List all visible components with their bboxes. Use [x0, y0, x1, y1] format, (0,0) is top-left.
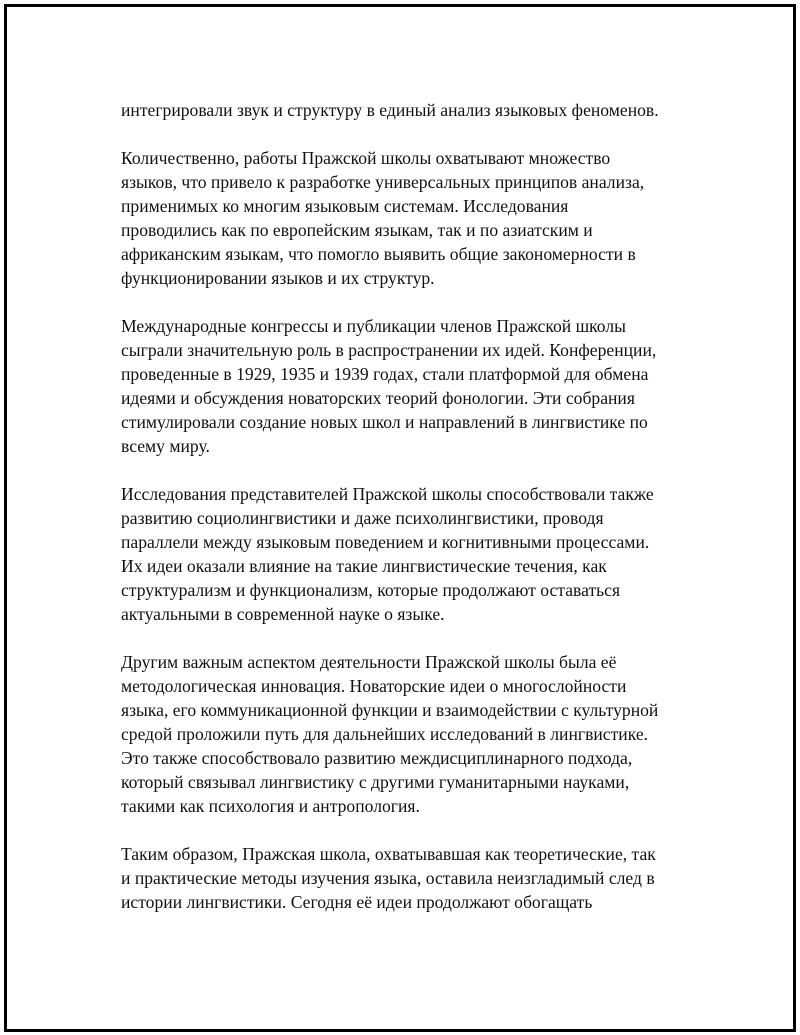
text-line: всему миру. — [121, 436, 210, 456]
text-line: Это также способствовало развитию междисциплинарного подхода, — [121, 748, 633, 768]
text-line: Исследования представителей Пражской школы способствовали также — [121, 484, 654, 504]
text-line: такими как психология и антропология. — [121, 796, 420, 816]
text-line: актуальными в современной науке о языке. — [121, 604, 445, 624]
text-line: развитию социолингвистики и даже психолингвистики, проводя — [121, 508, 604, 528]
paragraph-3 — [121, 314, 701, 458]
text-line: стимулировали создание новых школ и направлений в лингвистике по — [121, 412, 648, 432]
paragraph-5 — [121, 650, 701, 818]
text-line: Другим важным аспектом деятельности Пражской школы была её — [121, 652, 617, 672]
document-body — [121, 98, 701, 938]
text-line: Международные конгрессы и публикации членов Пражской школы — [121, 316, 626, 336]
text-line: истории лингвистики. Сегодня её идеи продолжают обогащать — [121, 892, 593, 912]
text-line: средой проложили путь для дальнейших исследований в лингвистике. — [121, 724, 649, 744]
text-line: применимых ко многим языковым системам. Исследования — [121, 196, 569, 216]
text-line: интегрировали звук и структуру в единый анализ языковых феноменов. — [121, 100, 659, 120]
text-line: методологическая инновация. Новаторские идеи о многослойности — [121, 676, 627, 696]
paragraph-2 — [121, 146, 701, 290]
text-line: параллели между языковым поведением и когнитивными процессами. — [121, 532, 650, 552]
paragraph-1 — [121, 98, 701, 122]
text-line: Таким образом, Пражская школа, охватывавшая как теоретические, так — [121, 844, 656, 864]
text-line: проводились как по европейским языкам, так и по азиатским и — [121, 220, 593, 240]
text-line: языка, его коммуникационной функции и взаимодействии с культурной — [121, 700, 659, 720]
text-line: проведенные в 1929, 1935 и 1939 годах, стали платформой для обмена — [121, 364, 649, 384]
text-line: Количественно, работы Пражской школы охватывают множество — [121, 148, 611, 168]
text-line: структурализм и функционализм, которые продолжают оставаться — [121, 580, 621, 600]
page-frame — [4, 4, 796, 1032]
text-line: который связывал лингвистику с другими гуманитарными науками, — [121, 772, 630, 792]
paragraph-6 — [121, 842, 701, 914]
text-line: сыграли значительную роль в распространении их идей. Конференции, — [121, 340, 657, 360]
text-line: и практические методы изучения языка, оставила неизгладимый след в — [121, 868, 655, 888]
text-line: африканским языкам, что помогло выявить общие закономерности в — [121, 244, 636, 264]
text-line: Их идеи оказали влияние на такие лингвистические течения, как — [121, 556, 607, 576]
text-line: функционировании языков и их структур. — [121, 268, 435, 288]
text-line: языков, что привело к разработке универсальных принципов анализа, — [121, 172, 645, 192]
text-line: идеями и обсуждения новаторских теорий фонологии. Эти собрания — [121, 388, 635, 408]
paragraph-4 — [121, 482, 701, 626]
